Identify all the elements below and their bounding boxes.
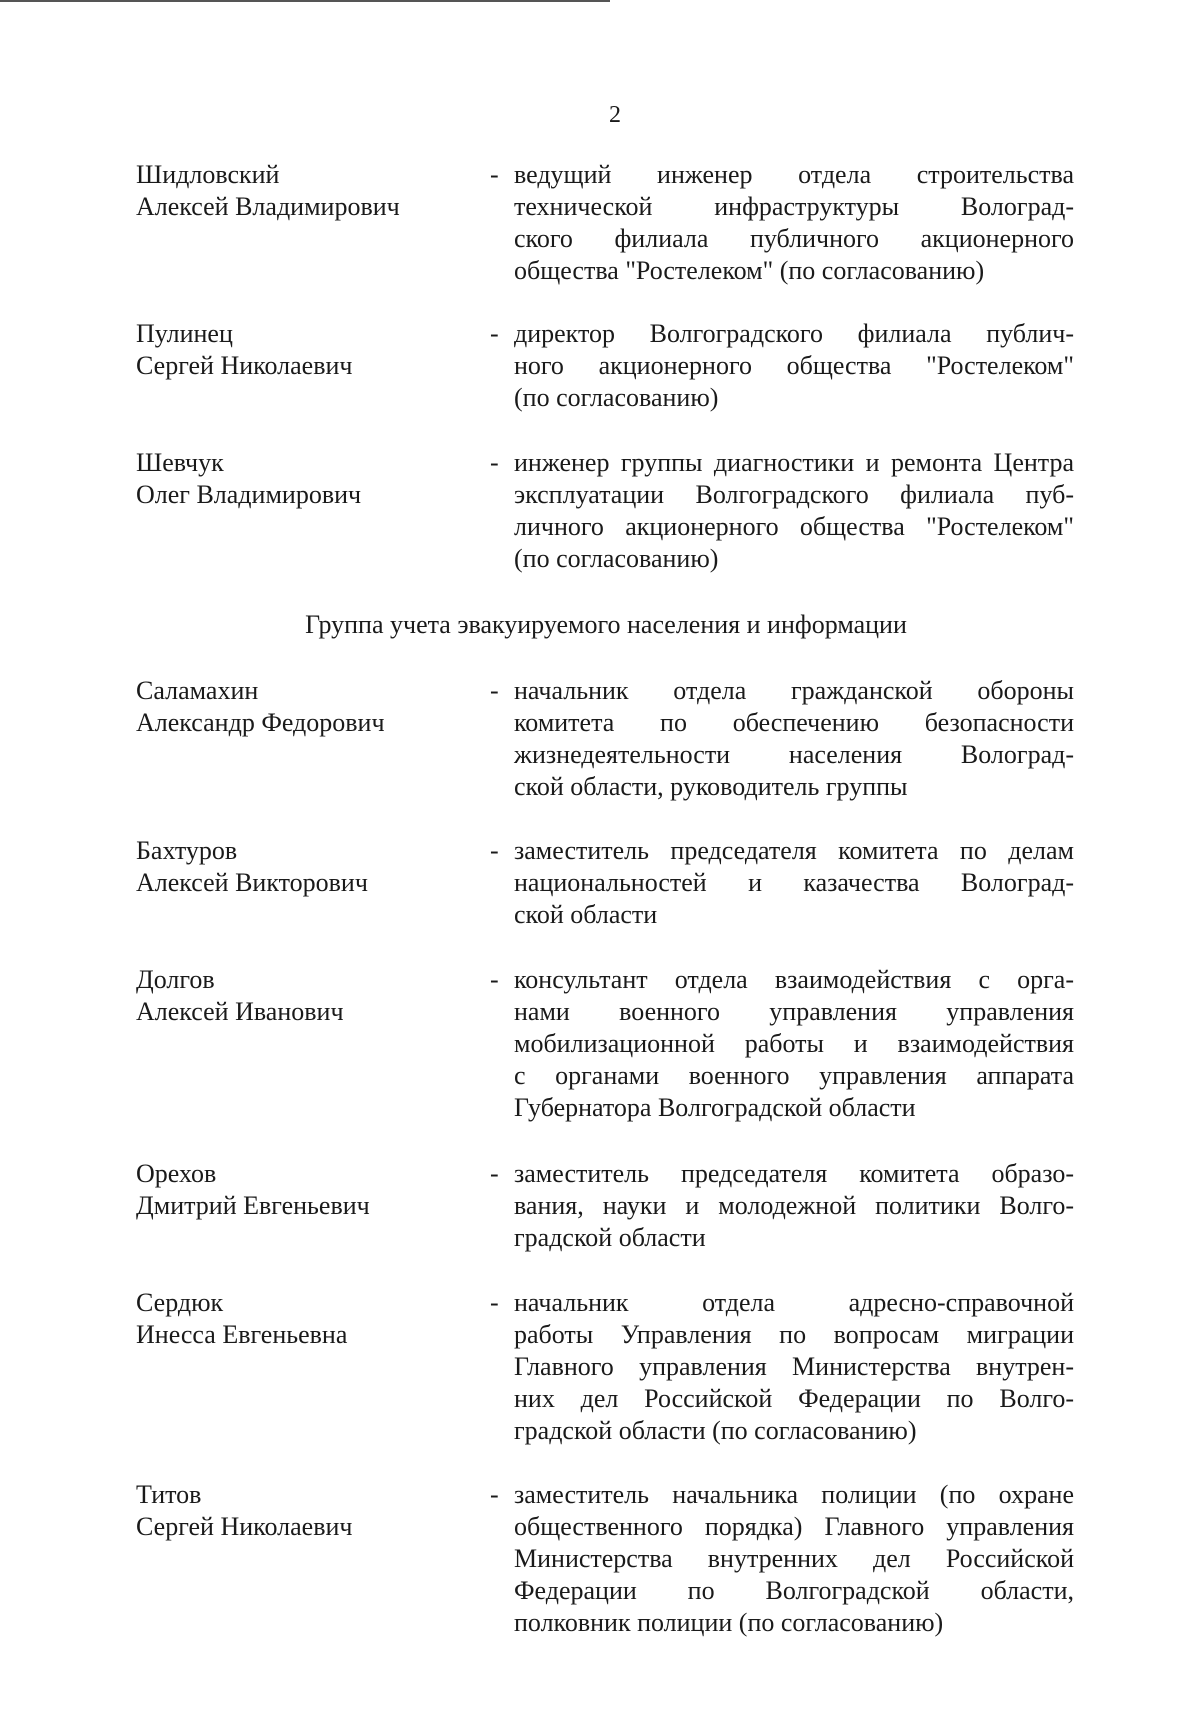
member-name (136, 1287, 476, 1351)
member-surname: Пулинец (136, 319, 233, 348)
member-name (136, 675, 476, 739)
dash-separator: - (490, 1288, 499, 1317)
dash-separator: - (490, 836, 499, 865)
position-line: градской области (514, 1223, 706, 1252)
member-position (514, 447, 1074, 575)
member-given-names: Дмитрий Евгеньевич (136, 1191, 370, 1220)
position-line: Федерации по Волгоградской области, (514, 1576, 1074, 1605)
position-line: ской области (514, 900, 658, 929)
member-name (136, 1158, 476, 1222)
dash-separator: - (490, 319, 499, 348)
position-line: полковник полиции (по согласованию) (514, 1608, 944, 1637)
member-surname: Титов (136, 1480, 202, 1509)
position-line: технической инфраструктуры Волоград- (514, 192, 1074, 221)
dash-separator: - (490, 1480, 499, 1509)
position-line: заместитель председателя комитета образо- (514, 1159, 1074, 1188)
page-number: 2 (609, 102, 621, 128)
dash-separator: - (490, 1159, 499, 1188)
member-name (136, 318, 476, 382)
position-line: градской области (по согласованию) (514, 1416, 917, 1445)
member-position (514, 1287, 1074, 1447)
member-position (514, 675, 1074, 803)
position-line: личного акционерного общества "Ростелеком" (514, 512, 1074, 541)
member-given-names: Алексей Иванович (136, 997, 344, 1026)
position-line: Министерства внутренних дел Российской (514, 1544, 1074, 1573)
member-given-names: Александр Федорович (136, 708, 385, 737)
member-name (136, 835, 476, 899)
member-position (514, 159, 1074, 287)
dash-separator: - (490, 965, 499, 994)
position-line: общественного порядка) Главного управления (514, 1512, 1074, 1541)
position-line: (по согласованию) (514, 544, 719, 573)
position-line: заместитель председателя комитета по делам (514, 836, 1074, 865)
position-line: них дел Российской Федерации по Волго- (514, 1384, 1074, 1413)
member-surname: Долгов (136, 965, 215, 994)
position-line: комитета по обеспечению безопасности (514, 708, 1074, 737)
dash-separator: - (490, 448, 499, 477)
position-line: нами военного управления управления (514, 997, 1074, 1026)
position-line: Губернатора Волгоградской области (514, 1093, 916, 1122)
member-surname: Саламахин (136, 676, 259, 705)
member-name (136, 1479, 476, 1543)
position-line: заместитель начальника полиции (по охране (514, 1480, 1074, 1509)
position-line: национальностей и казачества Волоград- (514, 868, 1074, 897)
position-line: с органами военного управления аппарата (514, 1061, 1074, 1090)
member-surname: Орехов (136, 1159, 217, 1188)
position-line: директор Волгоградского филиала публич- (514, 319, 1074, 348)
member-given-names: Сергей Николаевич (136, 1512, 353, 1541)
position-line: мобилизационной работы и взаимодействия (514, 1029, 1074, 1058)
position-line: ного акционерного общества "Ростелеком" (514, 351, 1074, 380)
position-line: консультант отдела взаимодействия с орга- (514, 965, 1074, 994)
member-position (514, 1158, 1074, 1254)
position-line: ского филиала публичного акционерного (514, 224, 1074, 253)
position-line: общества "Ростелеком" (по согласованию) (514, 256, 985, 285)
member-surname: Шевчук (136, 448, 224, 477)
position-line: инженер группы диагностики и ремонта Центра (514, 448, 1074, 477)
member-given-names: Сергей Николаевич (136, 351, 353, 380)
group-heading: Группа учета эвакуируемого населения и информации (305, 610, 907, 639)
member-position (514, 318, 1074, 414)
position-line: начальник отдела адресно-справочной (514, 1288, 1074, 1317)
position-line: работы Управления по вопросам миграции (514, 1320, 1074, 1349)
scan-edge-line (0, 0, 610, 2)
position-line: эксплуатации Волгоградского филиала пуб- (514, 480, 1074, 509)
member-position (514, 835, 1074, 931)
member-position (514, 964, 1074, 1124)
member-given-names: Алексей Владимирович (136, 192, 400, 221)
member-given-names: Олег Владимирович (136, 480, 362, 509)
member-surname: Шидловский (136, 160, 280, 189)
member-name (136, 964, 476, 1028)
member-name (136, 159, 476, 223)
position-line: Главного управления Министерства внутрен- (514, 1352, 1074, 1381)
member-given-names: Алексей Викторович (136, 868, 368, 897)
member-position (514, 1479, 1074, 1639)
position-line: начальник отдела гражданской обороны (514, 676, 1074, 705)
member-name (136, 447, 476, 511)
dash-separator: - (490, 676, 499, 705)
member-surname: Сердюк (136, 1288, 224, 1317)
member-given-names: Инесса Евгеньевна (136, 1320, 348, 1349)
position-line: ской области, руководитель группы (514, 772, 908, 801)
member-surname: Бахтуров (136, 836, 238, 865)
position-line: (по согласованию) (514, 383, 719, 412)
position-line: вания, науки и молодежной политики Волго- (514, 1191, 1074, 1220)
position-line: ведущий инженер отдела строительства (514, 160, 1074, 189)
position-line: жизнедеятельности населения Волоград- (514, 740, 1074, 769)
dash-separator: - (490, 160, 499, 189)
